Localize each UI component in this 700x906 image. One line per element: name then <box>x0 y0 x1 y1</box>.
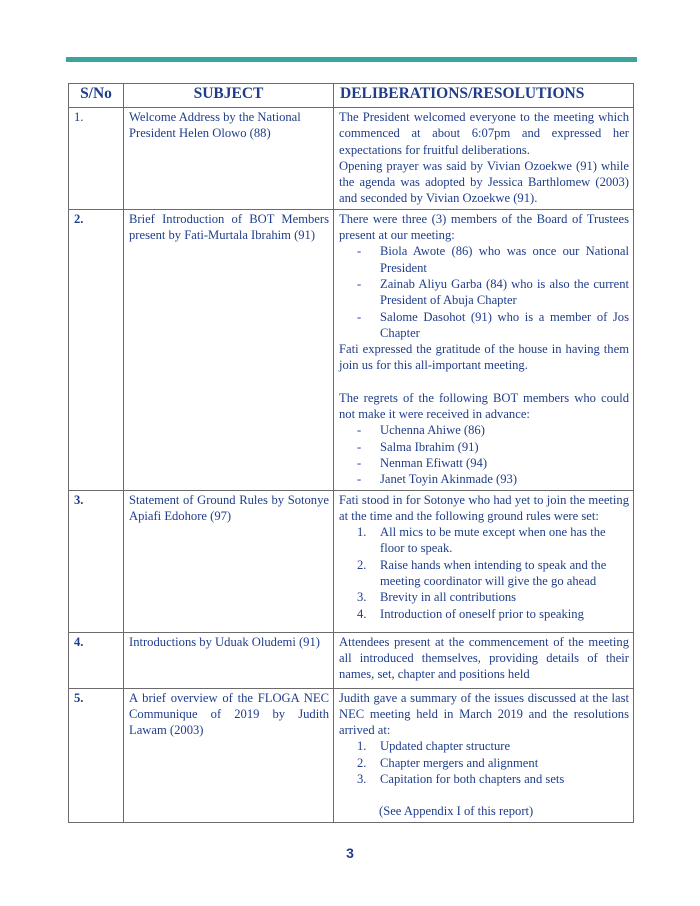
list-text: Raise hands when intending to speak and the meeting coordinator will give the go ahead <box>380 557 607 589</box>
bot-regrets-list <box>339 422 629 487</box>
list-item: - Biola Awote (86) who was once our National President <box>357 243 629 276</box>
list-item <box>357 606 629 622</box>
row-deliberations <box>334 209 634 490</box>
row-sno: 3. <box>69 490 124 632</box>
deliberation-paragraph: The regrets of the following BOT members who could not make it were received in advance: <box>339 390 629 422</box>
list-number: 3. <box>357 772 367 787</box>
list-number: 1. <box>357 525 367 540</box>
table-header-row <box>69 84 634 108</box>
list-text: Chapter mergers and alignment <box>380 755 539 770</box>
row-subject: Welcome Address by the National President Helen Olowo (88) <box>124 108 334 210</box>
list-item: - Zainab Aliyu Garba (84) who is also the current President of Abuja Chapter <box>357 276 629 309</box>
row-sno: 2. <box>69 209 124 490</box>
list-item: - Nenman Efiwatt (94) <box>357 455 629 471</box>
list-item <box>357 738 629 754</box>
row-sno: 4. <box>69 632 124 688</box>
table-row <box>69 688 634 822</box>
list-text: All mics to be mute except when one has the floor to speak. <box>380 525 606 556</box>
row-subject: Statement of Ground Rules by Sotonye Apiafi Edohore (97) <box>124 490 334 632</box>
list-number: 1. <box>357 739 367 754</box>
minutes-table <box>68 83 634 823</box>
list-item: - Janet Toyin Akinmade (93) <box>357 471 629 487</box>
list-item: - Salome Dasohot (91) who is a member of Jos Chapter <box>357 309 629 342</box>
row-sno: 5. <box>69 688 124 822</box>
row-subject: Brief Introduction of BOT Members present by Fati-Murtala Ibrahim (91) <box>124 209 334 490</box>
list-item: - Salma Ibrahim (91) <box>357 439 629 455</box>
row-deliberations <box>334 490 634 632</box>
header-subject: SUBJECT <box>124 84 334 108</box>
row-sno: 1. <box>69 108 124 210</box>
spacer <box>339 374 629 390</box>
list-number: 2. <box>357 557 367 572</box>
row-subject: Introductions by Uduak Oludemi (91) <box>124 632 334 688</box>
deliberation-paragraph: Fati expressed the gratitude of the house in having them join us for this all-important meeting. <box>339 342 629 373</box>
list-text: Capitation for both chapters and sets <box>380 772 565 787</box>
table-row <box>69 108 634 210</box>
list-text: Introduction of oneself prior to speaking <box>380 606 584 621</box>
deliberation-paragraph: Opening prayer was said by Vivian Ozoekwe (91) while the agenda was adopted by Jessica Barthlomew (2003) and seconded by Vivian Ozoekwe (91). <box>339 158 629 206</box>
resolutions-list <box>339 738 629 787</box>
row-deliberations <box>334 688 634 822</box>
bot-present-list <box>339 243 629 341</box>
row-deliberations: Attendees present at the commencement of the meeting all introduced themselves, providing details of their names, set, chapter and positions held <box>334 632 634 688</box>
list-number: 3. <box>357 590 367 605</box>
deliberation-paragraph: There were three (3) members of the Board of Trustees present at our meeting: <box>339 211 629 243</box>
row-subject: A brief overview of the FLOGA NEC Communique of 2019 by Judith Lawam (2003) <box>124 688 334 822</box>
spacer <box>339 787 629 803</box>
row-deliberations <box>334 108 634 210</box>
ground-rules-list <box>339 524 629 622</box>
list-item: - Uchenna Ahiwe (86) <box>357 422 629 438</box>
list-item <box>357 557 629 590</box>
deliberation-paragraph: The President welcomed everyone to the meeting which commenced at about 6:07pm and expressed her expectations for fruitful deliberations. <box>339 110 629 157</box>
table-row <box>69 209 634 490</box>
deliberation-paragraph: Judith gave a summary of the issues discussed at the last NEC meeting held in March 2019 and the resolutions arrived at: <box>339 690 629 738</box>
table-row <box>69 490 634 632</box>
header-sno: S/No <box>69 84 124 108</box>
page-number: 3 <box>346 845 354 861</box>
table-row <box>69 632 634 688</box>
header-rule <box>66 57 637 62</box>
list-text: Brevity in all contributions <box>380 590 517 605</box>
list-item <box>357 771 629 787</box>
list-item <box>357 524 629 557</box>
appendix-reference: (See Appendix I of this report) <box>379 804 534 819</box>
header-deliberations: DELIBERATIONS/RESOLUTIONS <box>334 84 634 108</box>
list-text: Updated chapter structure <box>380 739 511 754</box>
list-item <box>357 755 629 771</box>
deliberation-paragraph: Fati stood in for Sotonye who had yet to join the meeting at the time and the following ground rules were set: <box>339 492 629 523</box>
list-item <box>357 589 629 605</box>
list-number: 2. <box>357 755 367 770</box>
list-number: 4. <box>357 606 367 621</box>
